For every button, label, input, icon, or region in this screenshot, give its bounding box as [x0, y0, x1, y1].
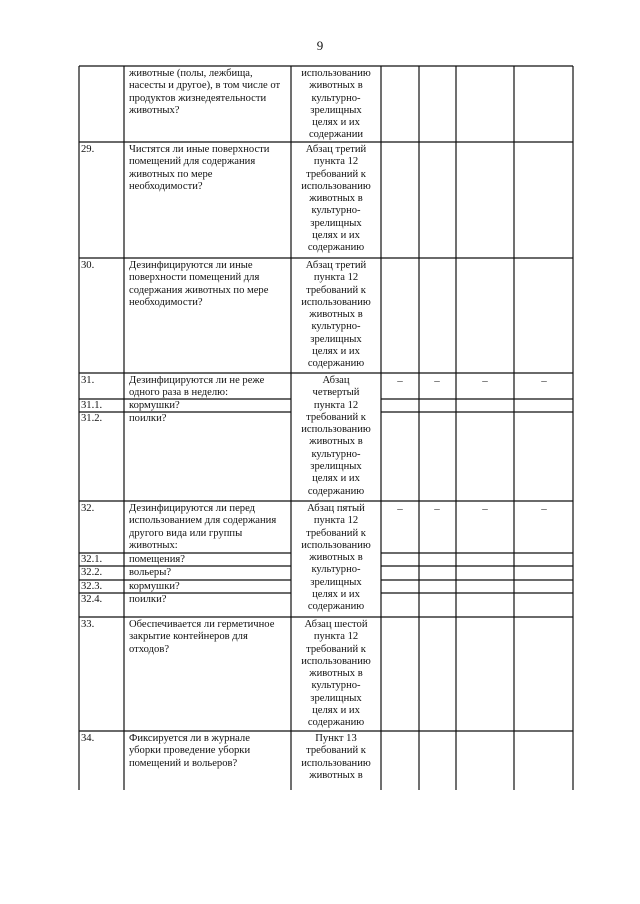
- dash-mark: –: [434, 375, 440, 387]
- question-text: животные (полы, лежбища, насесты и другое), в том числе от продуктов жизнедеятельности животных?: [129, 68, 281, 116]
- question-text: Дезинфицируются ли перед использованием для содержания другого вида или группы животных:: [129, 503, 277, 551]
- question-text: Фиксируется ли в журнале уборки проведение уборки помещений и вольеров?: [129, 733, 251, 769]
- question-text: Дезинфицируются ли иные поверхности помещений для содержания животных по мере необходимости?: [129, 260, 269, 308]
- item-number: 31.2.: [81, 413, 103, 424]
- dash-mark: –: [397, 503, 403, 515]
- question-text: вольеры?: [129, 567, 172, 578]
- dash-mark: –: [482, 503, 488, 515]
- item-number: 32.1.: [81, 554, 103, 565]
- item-number: 33.: [81, 619, 95, 630]
- item-number: 32.: [81, 503, 95, 514]
- question-text: кормушки?: [129, 581, 180, 592]
- question-text: поилки?: [129, 413, 167, 424]
- question-text: помещения?: [129, 554, 185, 565]
- question-text: кормушки?: [129, 400, 180, 411]
- reference-text: Абзац четвертый пункта 12 требований к использованию животных в культурно- зрелищных целях и их содержанию: [301, 375, 371, 497]
- reference-text: Абзац пятый пункта 12 требований к использованию животных в культурно- зрелищных целях и их содержанию: [301, 503, 371, 613]
- dash-mark: –: [541, 503, 547, 515]
- dash-mark: –: [397, 375, 403, 387]
- reference-text: Пункт 13 требований к использованию животных в: [301, 733, 371, 781]
- item-number: 32.4.: [81, 594, 103, 605]
- question-text: Обеспечивается ли герметичное закрытие контейнеров для отходов?: [129, 619, 275, 655]
- question-text: поилки?: [129, 594, 167, 605]
- item-number: 31.1.: [81, 400, 103, 411]
- item-number: 34.: [81, 733, 95, 744]
- dash-mark: –: [482, 375, 488, 387]
- item-number: 32.3.: [81, 581, 103, 592]
- item-number: 29.: [81, 144, 95, 155]
- dash-mark: –: [541, 375, 547, 387]
- reference-text: Абзац третий пункта 12 требований к использованию животных в культурно- зрелищных целях и их содержанию: [301, 144, 371, 254]
- question-text: Дезинфицируются ли не реже одного раза в неделю:: [129, 375, 265, 399]
- item-number: 31.: [81, 375, 95, 386]
- dash-mark: –: [434, 503, 440, 515]
- reference-text: Абзац третий пункта 12 требований к использованию животных в культурно- зрелищных целях и их содержанию: [301, 260, 371, 370]
- reference-text: использованию животных в культурно- зрелищных целях и их содержании: [301, 68, 371, 141]
- page-number: 9: [316, 38, 324, 53]
- reference-text: Абзац шестой пункта 12 требований к использованию животных в культурно- зрелищных целях и их содержанию: [301, 619, 371, 729]
- item-number: 32.2.: [81, 567, 103, 578]
- item-number: 30.: [81, 260, 95, 271]
- question-text: Чистятся ли иные поверхности помещений для содержания животных по мере необходимости?: [129, 144, 270, 192]
